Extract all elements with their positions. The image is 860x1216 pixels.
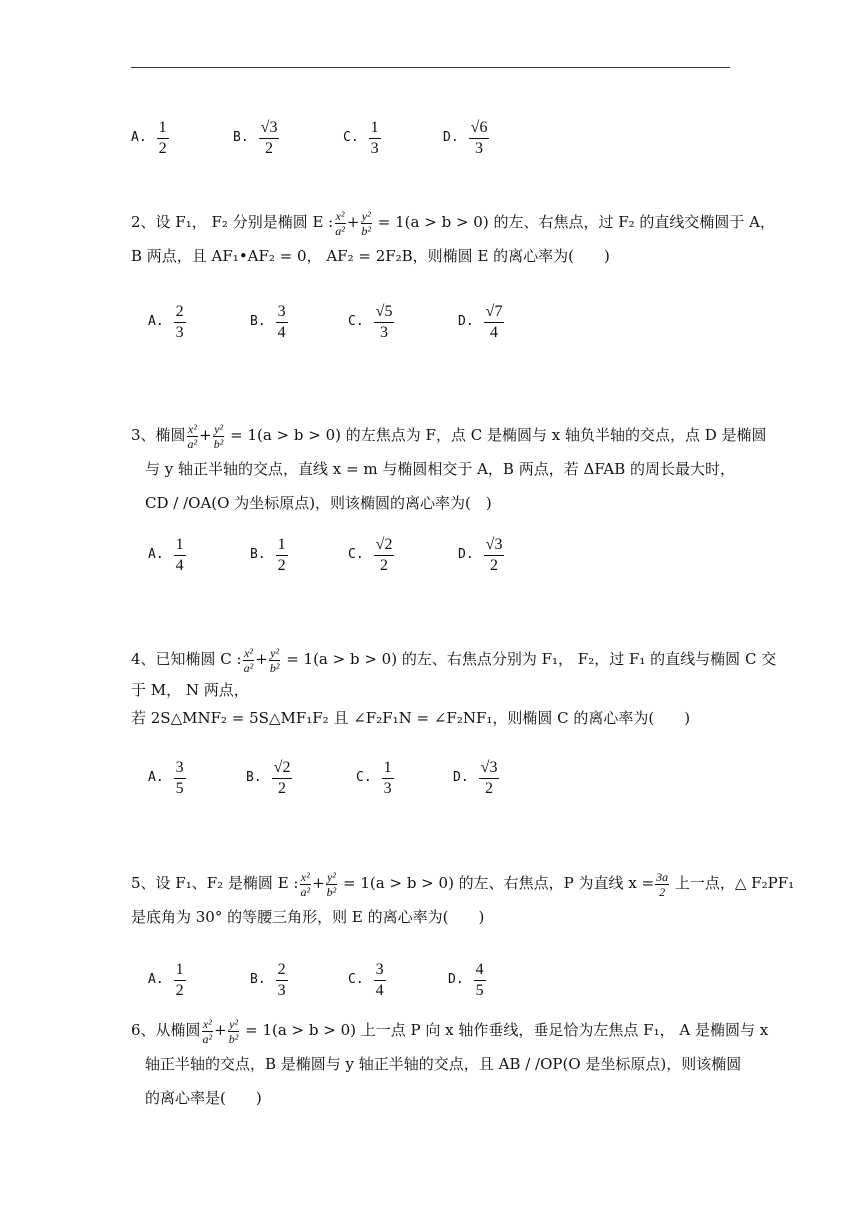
header-rule <box>131 67 730 68</box>
question-2-options <box>148 292 748 352</box>
option-letter: B. <box>246 770 262 785</box>
option-b[interactable] <box>246 748 292 808</box>
option-fraction: $\frac{3}{4}$ <box>375 960 384 999</box>
option-c[interactable] <box>348 292 394 352</box>
option-b[interactable] <box>233 108 279 168</box>
question-line: 2、设 F₁， F₂ 分别是椭圆 E : $\frac{\text{x²}}{\text{a²}}$ + $\frac{\text{y²}}{\text{b²}}$ = 1(a > b > 0) 的左、右焦点，过 F₂ 的直线交椭圆于 A， <box>131 208 776 238</box>
option-fraction: $\frac{3}{4}$ <box>277 302 286 341</box>
option-fraction: $\frac{1}{2}$ <box>175 960 184 999</box>
option-letter: D. <box>458 314 474 329</box>
option-fraction: $\frac{√3}{2}$ <box>480 758 498 797</box>
option-fraction: $\frac{√5}{3}$ <box>375 302 393 341</box>
option-c[interactable] <box>348 950 386 1010</box>
question-line: 若 2S△MNF₂ = 5S△MF₁F₂ 且 ∠F₂F₁N = ∠F₂NF₁，则椭圆 C 的离心率为( ) <box>131 709 691 727</box>
question-line: B 两点，且 AF₁•AF₂ = 0， AF₂ = 2F₂B，则椭圆 E 的离心率为( ) <box>131 247 610 265</box>
option-a[interactable] <box>131 108 169 168</box>
option-letter: A. <box>148 972 164 987</box>
option-letter: C. <box>348 547 364 562</box>
option-letter: A. <box>148 314 164 329</box>
option-fraction: $\frac{2}{3}$ <box>277 960 286 999</box>
option-fraction: $\frac{1}{2}$ <box>158 118 167 157</box>
option-letter: B. <box>250 314 266 329</box>
option-d[interactable] <box>458 525 504 585</box>
option-letter: C. <box>356 770 372 785</box>
option-letter: A. <box>148 547 164 562</box>
option-c[interactable] <box>356 748 394 808</box>
option-a[interactable] <box>148 950 186 1010</box>
top-options <box>131 108 731 168</box>
question-line: 6、从椭圆 $\frac{\text{x²}}{\text{a²}}$ + $\frac{\text{y²}}{\text{b²}}$ = 1(a > b > 0) 上一点 P 向 x 轴作垂线，垂足恰为左焦点 F₁， A 是椭圆与 x <box>131 1016 769 1046</box>
option-letter: D. <box>443 130 459 145</box>
option-fraction: $\frac{1}{3}$ <box>383 758 392 797</box>
option-letter: D. <box>448 972 464 987</box>
question-line: 3、椭圆 $\frac{\text{x²}}{\text{a²}}$ + $\frac{\text{y²}}{\text{b²}}$ = 1(a > b > 0) 的左焦点为 F，点 C 是椭圆与 x 轴负半轴的交点，点 D 是椭圆 <box>131 421 767 451</box>
option-letter: C. <box>348 314 364 329</box>
option-fraction: $\frac{1}{3}$ <box>370 118 379 157</box>
question-4 <box>131 642 777 732</box>
question-line: 于 M， N 两点， <box>131 681 249 699</box>
question-6 <box>131 1013 769 1115</box>
option-fraction: $\frac{√3}{2}$ <box>260 118 278 157</box>
option-a[interactable] <box>148 748 186 808</box>
option-a[interactable] <box>148 292 186 352</box>
question-2 <box>131 205 776 273</box>
option-c[interactable] <box>343 108 381 168</box>
option-letter: B. <box>250 972 266 987</box>
question-5 <box>131 866 795 934</box>
option-fraction: $\frac{√6}{3}$ <box>470 118 488 157</box>
option-b[interactable] <box>250 525 288 585</box>
question-4-options <box>148 748 748 808</box>
option-letter: A. <box>148 770 164 785</box>
option-fraction: $\frac{2}{3}$ <box>175 302 184 341</box>
option-fraction: $\frac{√2}{2}$ <box>375 535 393 574</box>
question-line: 的离心率是( ) <box>145 1089 262 1107</box>
option-d[interactable] <box>443 108 489 168</box>
option-fraction: $\frac{4}{5}$ <box>475 960 484 999</box>
option-a[interactable] <box>148 525 186 585</box>
option-letter: C. <box>343 130 359 145</box>
option-letter: A. <box>131 130 147 145</box>
option-fraction: $\frac{3}{5}$ <box>175 758 184 797</box>
option-b[interactable] <box>250 950 288 1010</box>
option-letter: B. <box>233 130 249 145</box>
option-letter: B. <box>250 547 266 562</box>
option-letter: D. <box>453 770 469 785</box>
option-b[interactable] <box>250 292 288 352</box>
question-line: 5、设 F₁、F₂ 是椭圆 E : $\frac{\text{x²}}{\text{a²}}$ + $\frac{\text{y²}}{\text{b²}}$ = 1(a > b > 0) 的左、右焦点，P 为直线 x = $\frac{3a}{2}$ 上一点，△ F₂PF₁ <box>131 869 795 899</box>
question-line: 轴正半轴的交点，B 是椭圆与 y 轴正半轴的交点，且 AB / /OP(O 是坐标原点)，则该椭圆 <box>145 1055 742 1073</box>
option-letter: C. <box>348 972 364 987</box>
option-c[interactable] <box>348 525 394 585</box>
question-line: 是底角为 30° 的等腰三角形，则 E 的离心率为( ) <box>131 908 485 926</box>
option-fraction: $\frac{√3}{2}$ <box>485 535 503 574</box>
question-5-options <box>148 950 748 1010</box>
option-d[interactable] <box>453 748 499 808</box>
option-letter: D. <box>458 547 474 562</box>
option-d[interactable] <box>458 292 504 352</box>
question-line: 与 y 轴正半轴的交点，直线 x = m 与椭圆相交于 A，B 两点，若 ΔFAB 的周长最大时， <box>145 460 736 478</box>
question-3 <box>131 418 767 520</box>
option-d[interactable] <box>448 950 486 1010</box>
question-3-options <box>148 525 748 585</box>
question-line: 4、已知椭圆 C : $\frac{\text{x²}}{\text{a²}}$ + $\frac{\text{y²}}{\text{b²}}$ = 1(a > b > 0) 的左、右焦点分别为 F₁， F₂，过 F₁ 的直线与椭圆 C 交 <box>131 645 777 675</box>
option-fraction: $\frac{1}{4}$ <box>175 535 184 574</box>
option-fraction: $\frac{1}{2}$ <box>277 535 286 574</box>
question-line: CD / /OA(O 为坐标原点)，则该椭圆的离心率为( ) <box>145 494 492 512</box>
option-fraction: $\frac{√2}{2}$ <box>273 758 291 797</box>
option-fraction: $\frac{√7}{4}$ <box>485 302 503 341</box>
